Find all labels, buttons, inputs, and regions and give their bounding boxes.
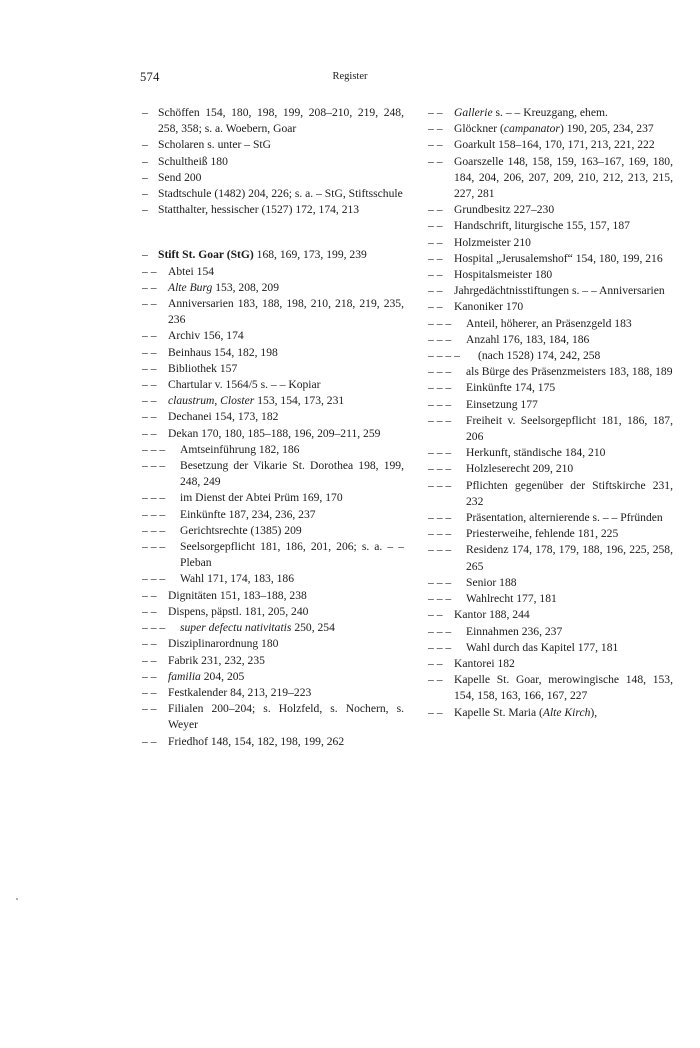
entry-text: Pflichten gegenüber der Stiftskirche 231, 232 [466,478,673,508]
entry-level-dashes: – – – [428,332,452,346]
entry-level-dashes: – – [142,685,157,699]
index-entry [142,588,404,604]
entry-level-dashes: – – – [428,592,452,606]
entry-text: Priesterweihe, fehlende 181, 225 [466,527,619,541]
entry-level-dashes: – – [142,604,157,618]
entry-text: Scholaren s. unter – StG [158,138,272,152]
entry-text: Fabrik 231, 232, 235 [168,653,265,667]
entry-lead-term: familia [168,669,201,683]
entry-text: Dignitäten 151, 183–188, 238 [168,588,307,602]
entry-references: 153, 154, 173, 231 [254,394,345,408]
entry-text [142,620,404,636]
page-number: 574 [140,70,160,84]
entry-level-dashes: – – – [428,365,452,379]
entry-lead-term: Stift St. Goar (StG) [158,248,254,262]
index-entry [428,607,673,623]
index-entry [428,235,673,251]
entry-level-dashes: – – [142,410,157,424]
entry-level-dashes: – – [428,608,443,622]
entry-text: Filialen 200–204; s. Holzfeld, s. Nochern, s. Weyer [168,702,404,732]
index-entry [428,332,673,348]
index-entry [428,251,673,267]
index-entry [142,202,404,218]
index-entry [428,316,673,332]
entry-text: Seelsorgepflicht 181, 186, 201, 206; s. a. – – Pleban [180,540,404,570]
entry-level-dashes: – – [428,219,443,233]
scan-speck [16,898,18,900]
entry-level-dashes: – – [142,378,157,392]
index-entry [142,539,404,571]
entry-level-dashes: – [142,154,148,168]
entry-level-dashes: – [142,138,148,152]
index-entry [428,283,673,299]
entry-level-dashes: – – [142,669,157,683]
index-entry [428,299,673,315]
index-entry [142,523,404,539]
entry-level-dashes: – – – [428,624,452,638]
entry-level-dashes: – – – [142,523,166,537]
entry-text: Wahl 171, 174, 183, 186 [180,572,295,586]
entry-level-dashes: – – – [428,640,452,654]
entry-references: ), [590,705,598,719]
index-entry [428,656,673,672]
index-entry [428,105,673,121]
entry-text: Hospitalsmeister 180 [454,268,553,282]
index-entry [142,247,404,263]
entry-level-dashes: – – – [142,491,166,505]
entry-text: Disziplinarordnung 180 [168,637,279,651]
index-entry [428,478,673,510]
entry-text [142,280,404,296]
entry-level-dashes: – [142,187,148,201]
index-entry [142,393,404,409]
entry-text: Holzleserecht 209, 210 [466,462,574,476]
index-entry [142,604,404,620]
entry-level-dashes: – – [142,264,157,278]
entry-level-dashes: – – [428,656,443,670]
entry-italic-term: Alte Kirch [542,705,591,719]
entry-text: Kantor 188, 244 [454,608,530,622]
entry-level-dashes: – [142,248,148,262]
entry-text: Dechanei 154, 173, 182 [168,410,279,424]
index-entry [142,154,404,170]
entry-references: 168, 169, 173, 199, 239 [253,248,367,262]
entry-text [142,247,404,263]
entry-level-dashes: – – [142,637,157,651]
index-entry [428,591,673,607]
entry-level-dashes: – – [428,705,443,719]
entry-text: Amtseinführung 182, 186 [180,442,300,456]
entry-lead-term: super defectu nativitatis [180,621,292,635]
entry-text: Einnahmen 236, 237 [466,624,563,638]
index-entry [142,328,404,344]
entry-text: Holzmeister 210 [454,235,531,249]
entry-text: Einkünfte 174, 175 [466,381,556,395]
index-entry [428,526,673,542]
index-entry [428,461,673,477]
entry-level-dashes: – – [428,203,443,217]
entry-text [428,121,673,137]
index-entry [142,345,404,361]
index-entry [142,636,404,652]
index-entry [428,413,673,445]
index-entry [428,121,673,137]
entry-level-dashes: – – – [428,478,452,492]
entry-term: Glöckner ( [454,122,504,136]
entry-text: Anzahl 176, 183, 184, 186 [466,332,590,346]
entry-level-dashes: – – – [428,446,452,460]
index-entry [142,361,404,377]
index-entry [142,409,404,425]
index-entry [142,426,404,442]
entry-text [142,669,404,685]
index-entry [142,653,404,669]
index-entry [428,364,673,380]
index-entry [428,575,673,591]
entry-level-dashes: – – [142,702,157,716]
entry-text: Freiheit v. Seelsorgepflicht 181, 186, 187, 206 [466,413,673,444]
entry-text [428,105,673,121]
index-entry [428,380,673,396]
entry-level-dashes: – – – [428,462,452,476]
index-entry [428,218,673,234]
index-entry [142,442,404,458]
index-entry [428,445,673,461]
entry-level-dashes: – – – [142,507,166,521]
entry-level-dashes: – – [428,673,443,687]
entry-level-dashes: – – – [142,540,166,554]
entry-level-dashes: – – – [142,459,166,473]
entry-level-dashes: – – [428,138,443,152]
index-entry [142,280,404,296]
entry-level-dashes: – [142,203,148,217]
entry-level-dashes: – – [428,251,443,265]
entry-text: Handschrift, liturgische 155, 157, 187 [454,219,630,233]
entry-text [142,393,404,409]
index-entry [428,348,673,364]
entry-level-dashes: – – – [428,575,452,589]
index-entry [428,624,673,640]
entry-level-dashes: – – [428,235,443,249]
index-entry [428,640,673,656]
index-entry [428,542,673,574]
entry-lead-term: Alte Burg [168,280,213,294]
entry-text: Besetzung der Vikarie St. Dorothea 198, 199, 248, 249 [180,459,404,489]
index-entry [428,510,673,526]
index-entry [142,170,404,186]
entry-level-dashes: – – [428,154,443,168]
entry-text: Statthalter, hessischer (1527) 172, 174, 213 [158,203,360,217]
entry-level-dashes: – – [142,361,157,375]
index-entry [142,137,404,153]
entry-level-dashes: – – [428,300,443,314]
entry-text: Send 200 [158,170,202,184]
entry-text: Archiv 156, 174 [168,329,244,343]
entry-text: Anteil, höherer, an Präsenzgeld 183 [466,316,632,330]
entry-text: Kantorei 182 [454,656,515,670]
entry-text: Schultheiß 180 [158,154,228,168]
index-entry [428,202,673,218]
index-entry [142,507,404,523]
entry-references: 153, 208, 209 [212,280,279,294]
entry-italic-term: campanator [503,122,560,136]
entry-level-dashes: – – [142,653,157,667]
entry-references: 250, 254 [291,621,335,635]
entry-references: ) 190, 205, 234, 237 [559,122,654,136]
entry-text: Jahrgedächtnisstiftungen s. – – Anniversarien [454,284,665,298]
entry-text: Residenz 174, 178, 179, 188, 196, 225, 258, 265 [466,543,673,573]
entry-level-dashes: – – – [428,511,452,525]
index-entry [142,701,404,733]
index-column-left [142,105,404,750]
entry-text [428,705,673,721]
entry-level-dashes: – – [142,394,157,408]
entry-level-dashes: – – [142,734,157,748]
entry-level-dashes: – – [428,122,443,136]
entry-level-dashes: – – – [428,527,452,541]
index-entry [142,296,404,328]
entry-lead-term: claustrum, Closter [168,394,255,408]
entry-text: Einsetzung 177 [466,397,538,411]
entry-references: 204, 205 [200,669,245,683]
entry-lead-term: Gallerie [454,106,493,119]
entry-text: Stadtschule (1482) 204, 226; s. a. – StG, Stiftsschule [158,187,403,201]
index-entry [428,672,673,704]
entry-text: Wahl durch das Kapitel 177, 181 [466,640,619,654]
entry-level-dashes: – [142,170,148,184]
index-entry [142,734,404,750]
entry-text: im Dienst der Abtei Prüm 169, 170 [180,491,343,505]
index-entry [428,137,673,153]
index-column-right [428,105,673,721]
entry-text: als Bürge des Präsenzmeisters 183, 188, 189 [466,365,673,379]
entry-text: Senior 188 [466,575,517,589]
entry-gap [142,218,404,247]
entry-level-dashes: – – – [142,442,166,456]
entry-level-dashes: – – – [428,316,452,330]
index-entry [142,186,404,202]
entry-text: Grundbesitz 227–230 [454,203,555,217]
entry-text: Schöffen 154, 180, 198, 199, 208–210, 219, 248, 258, 358; s. a. Woebern, Goar [158,106,404,136]
entry-text: Einkünfte 187, 234, 236, 237 [180,507,316,521]
index-entry [142,264,404,280]
entry-text: Wahlrecht 177, 181 [466,592,557,606]
entry-references: s. – – Kreuzgang, ehem. [492,106,608,119]
entry-text: Bibliothek 157 [168,361,238,375]
entry-level-dashes: – – [142,345,157,359]
entry-level-dashes: – – [142,329,157,343]
index-entry [142,571,404,587]
entry-text: Anniversarien 183, 188, 198, 210, 218, 219, 235, 236 [168,297,404,327]
index-entry [428,397,673,413]
index-entry [142,105,404,137]
entry-text: Gerichtsrechte (1385) 209 [180,523,302,537]
entry-text: Abtei 154 [168,264,215,278]
index-entry [142,685,404,701]
entry-level-dashes: – – – – [428,349,460,363]
entry-level-dashes: – – [428,284,443,298]
entry-text: Präsentation, alternierende s. – – Pfründen [466,511,663,525]
entry-level-dashes: – – [142,426,157,440]
entry-level-dashes: – – [142,297,157,311]
entry-text: Goarkult 158–164, 170, 171, 213, 221, 222 [454,138,655,152]
index-entry [142,620,404,636]
running-head: Register [332,71,368,82]
entry-text: Goarszelle 148, 158, 159, 163–167, 169, 180, 184, 204, 206, 207, 209, 210, 212, 213, 215, 227, 281 [454,154,673,201]
entry-level-dashes: – – – [428,413,452,427]
entry-text: Beinhaus 154, 182, 198 [168,345,278,359]
entry-text: Chartular v. 1564/5 s. – – Kopiar [168,378,321,392]
entry-text: Hospital „Jerusalemshof“ 154, 180, 199, 216 [454,251,663,265]
entry-level-dashes: – [142,106,148,119]
entry-text: Dispens, päpstl. 181, 205, 240 [168,604,309,618]
entry-text: Friedhof 148, 154, 182, 198, 199, 262 [168,734,345,748]
entry-level-dashes: – – [142,280,157,294]
index-entry [142,490,404,506]
entry-term: Kapelle St. Maria ( [454,705,543,719]
entry-text: Dekan 170, 180, 185–188, 196, 209–211, 259 [168,426,381,440]
entry-level-dashes: – – – [142,621,166,635]
index-entry [428,267,673,283]
entry-level-dashes: – – – [428,397,452,411]
index-entry [428,705,673,721]
entry-text: Kapelle St. Goar, merowingische 148, 153, 154, 158, 163, 166, 167, 227 [454,673,673,703]
entry-level-dashes: – – [428,106,443,119]
entry-text: (nach 1528) 174, 242, 258 [478,349,601,363]
entry-level-dashes: – – – [428,381,452,395]
entry-text: Herkunft, ständische 184, 210 [466,446,606,460]
index-entry [142,458,404,490]
index-entry [428,154,673,203]
entry-level-dashes: – – [142,588,157,602]
entry-level-dashes: – – [428,268,443,282]
index-entry [142,377,404,393]
entry-text: Kanoniker 170 [454,300,524,314]
entry-level-dashes: – – – [428,543,452,557]
index-entry [142,669,404,685]
entry-level-dashes: – – – [142,572,166,586]
entry-text: Festkalender 84, 213, 219–223 [168,685,312,699]
